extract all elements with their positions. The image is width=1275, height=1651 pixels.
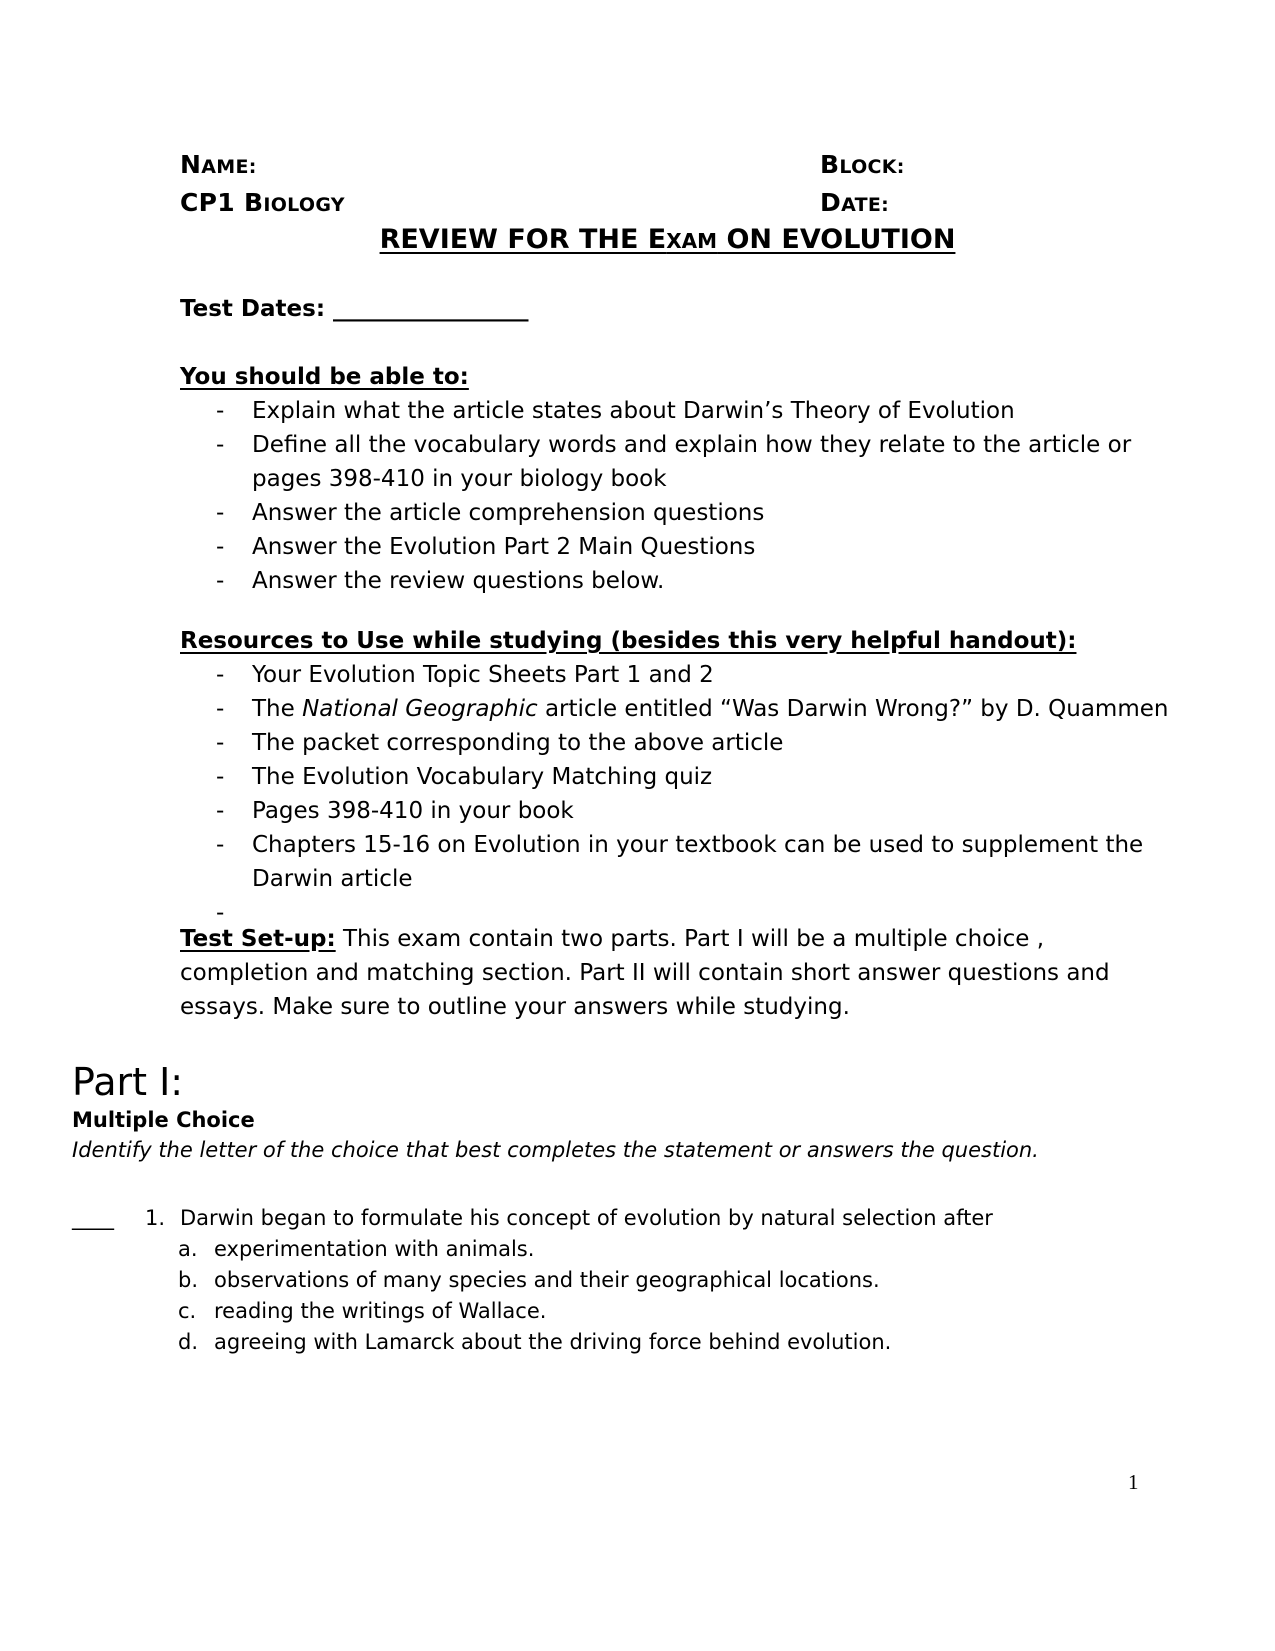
choice-d: d. agreeing with Lamarck about the driving force behind evolution. <box>178 1330 892 1354</box>
choices-list <box>178 1234 1078 1358</box>
part-title: Part I: <box>72 1060 184 1104</box>
test-dates <box>180 292 529 326</box>
choice-a: a. experimentation with animals. <box>178 1237 535 1261</box>
test-setup <box>180 922 1130 1024</box>
choice-c: c. reading the writings of Wallace. <box>178 1299 547 1323</box>
list-item: - Explain what the article states about Darwin’s Theory of Evolution <box>216 398 1015 424</box>
answer-blank[interactable]: ____ <box>72 1206 114 1230</box>
document-title: REVIEW FOR THE EXAM ON EVOLUTION <box>379 224 956 255</box>
list-item: pages 398-410 in your biology book <box>252 466 667 492</box>
test-dates-label: Test Dates: <box>180 296 326 322</box>
list-item: - The Evolution Vocabulary Matching quiz <box>216 764 713 790</box>
section-heading: Multiple Choice <box>72 1108 255 1132</box>
list-item: - The National Geographic article entitled “Was Darwin Wrong?” by D. Quammen <box>216 696 1169 722</box>
list-item: - Answer the article comprehension questions <box>216 500 765 526</box>
list-item: - Answer the Evolution Part 2 Main Questions <box>216 534 756 560</box>
choice-b: b. observations of many species and their geographical locations. <box>178 1268 880 1292</box>
test-dates-blank: _________________ <box>333 296 529 322</box>
list-item: - Answer the review questions below. <box>216 568 665 594</box>
objectives-heading: You should be able to: <box>180 364 469 390</box>
question-number: 1. <box>145 1206 166 1230</box>
page-number: 1 <box>1128 1470 1139 1494</box>
list-item: - Define all the vocabulary words and explain how they relate to the article or <box>216 432 1132 458</box>
block-label: BLOCK: <box>820 150 905 179</box>
objectives-section <box>180 360 1180 598</box>
instructions: Identify the letter of the choice that best completes the statement or answers the question. <box>72 1138 1039 1162</box>
test-setup-text: This exam contain two parts. Part I will be a multiple choice , completion and matching section. Part II will contain short answer questions and essays. Make sure to outline your answers while studying. <box>180 926 1110 1020</box>
date-label: DATE: <box>820 188 890 217</box>
list-item: - Your Evolution Topic Sheets Part 1 and 2 <box>216 662 714 688</box>
objectives-list <box>180 394 1180 598</box>
resources-list: - Your Evolution Topic Sheets Part 1 and 2 - The National Geographic article entitled “Was Darwin Wrong?” by D. Quammen - The packet corresponding to the above article - The Evolution Vocabulary Matching quiz - Pages 398-410 in your book - Chapters 15-16 on Evolution in your textbook can be used to supplement the Darwin article - <box>180 658 1180 896</box>
list-item: - Pages 398-410 in your book <box>216 798 574 824</box>
list-item: - Chapters 15-16 on Evolution in your textbook can be used to supplement the <box>216 832 1144 858</box>
question-text: Darwin began to formulate his concept of evolution by natural selection after <box>180 1206 993 1230</box>
resources-section <box>180 624 1180 926</box>
name-label: NAME: <box>180 150 257 179</box>
resources-heading: Resources to Use while studying (besides this very helpful handout): <box>180 628 1077 654</box>
test-setup-label: Test Set-up: <box>180 926 336 952</box>
list-item: Darwin article <box>252 866 413 892</box>
course-label: CP1 BIOLOGY <box>180 188 345 217</box>
list-item: - The packet corresponding to the above article <box>216 730 784 756</box>
